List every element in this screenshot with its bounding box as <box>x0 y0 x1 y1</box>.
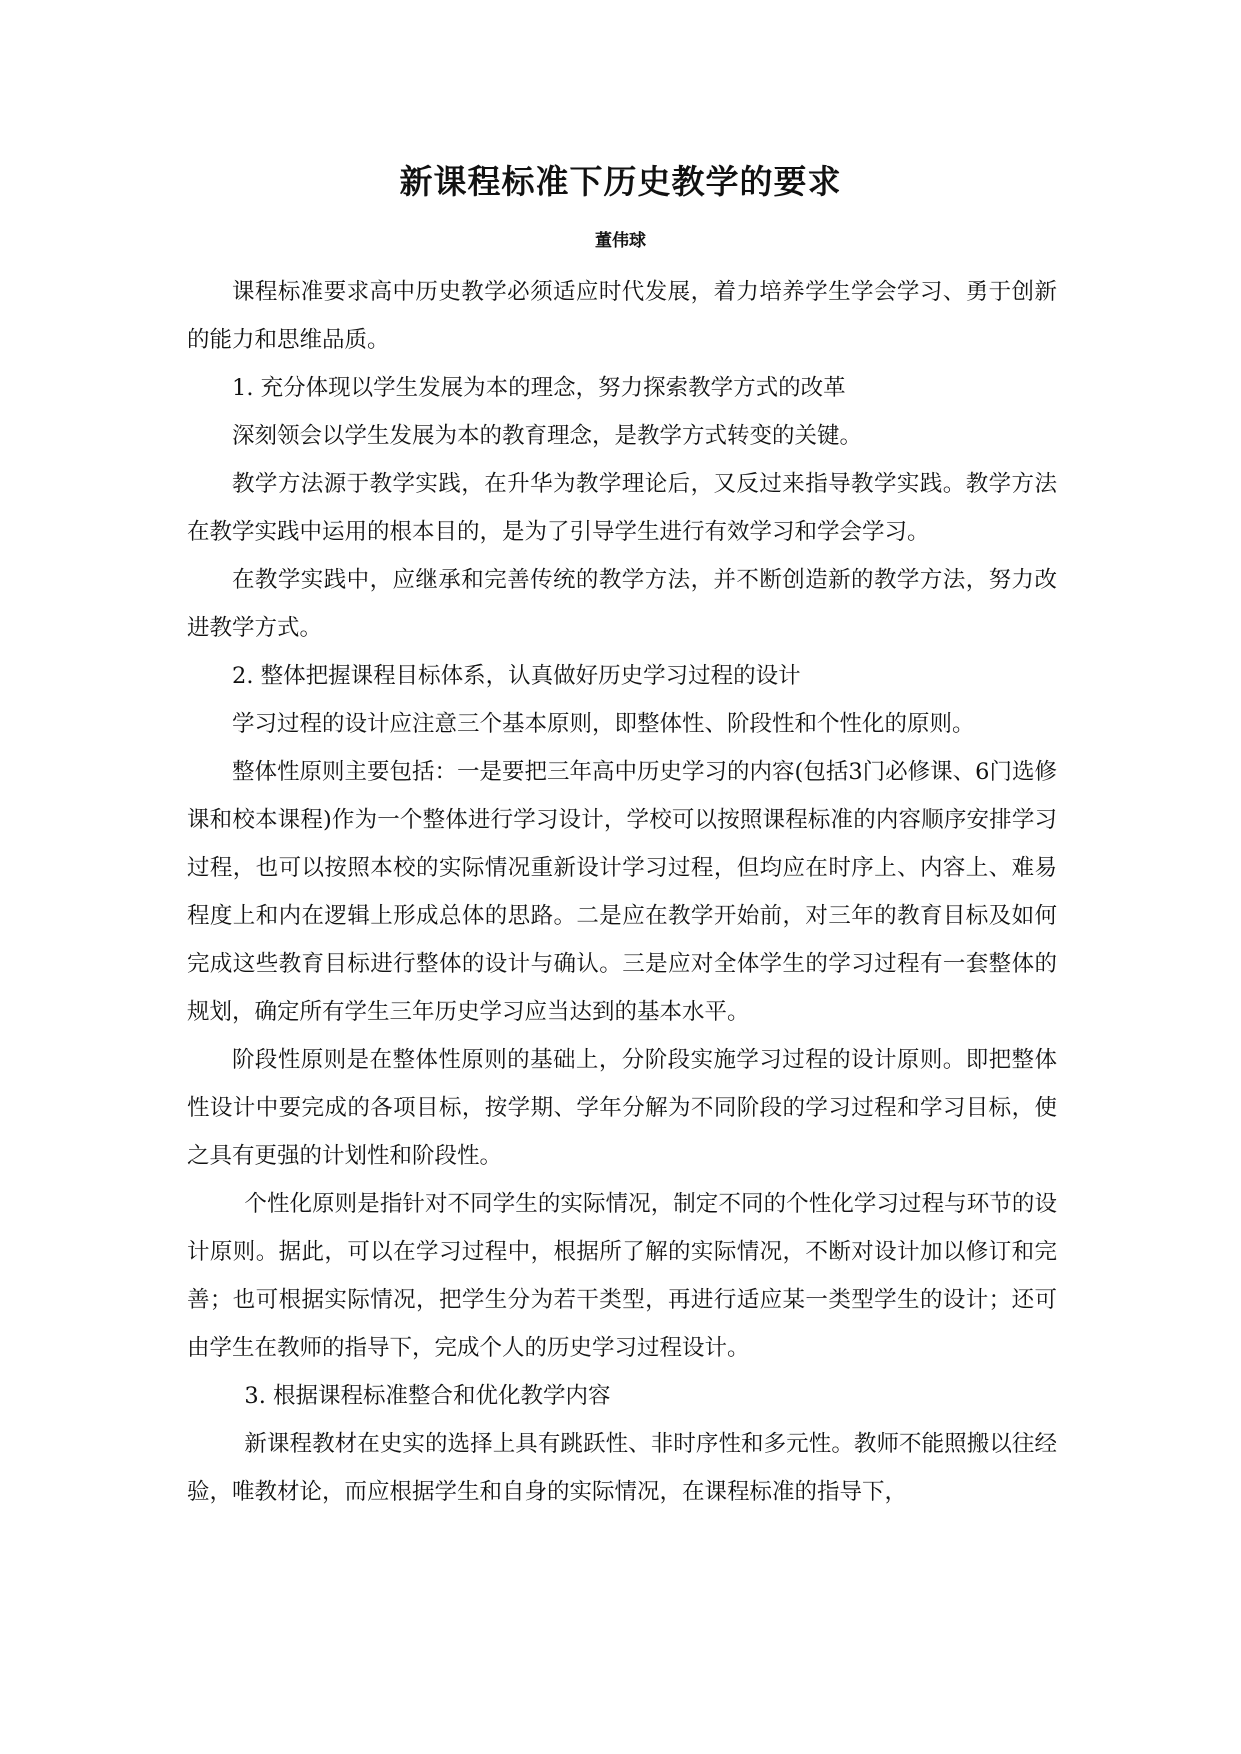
intro-paragraph: 课程标准要求高中历史教学必须适应时代发展，着力培养学生学会学习、勇于创新的能力和思维品质。 <box>187 279 1057 353</box>
body-paragraph: 整体性原则主要包括：一是要把三年高中历史学习的内容(包括3门必修课、6门选修课和校本课程)作为一个整体进行学习设计，学校可以按照课程标准的内容顺序安排学习过程，也可以按照本校的实际情况重新设计学习过程，但均应在时序上、内容上、难易程度上和内在逻辑上形成总体的思路。二是应在教学开始前，对三年的教育目标及如何完成这些教育目标进行整体的设计与确认。三是应对全体学生的学习过程有一套整体的规划，确定所有学生三年历史学习应当达到的基本水平。 <box>187 759 1057 1025</box>
body-paragraph: 教学方法源于教学实践，在升华为教学理论后，又反过来指导教学实践。教学方法在教学实践中运用的根本目的，是为了引导学生进行有效学习和学会学习。 <box>187 471 1057 545</box>
document-author: 董伟球 <box>595 231 646 251</box>
body-paragraph: 学习过程的设计应注意三个基本原则，即整体性、阶段性和个性化的原则。 <box>232 711 975 737</box>
body-paragraph: 在教学实践中，应继承和完善传统的教学方法，并不断创造新的教学方法，努力改进教学方式。 <box>187 567 1057 641</box>
document-body <box>187 268 1057 1516</box>
document-title: 新课程标准下历史教学的要求 <box>399 162 842 201</box>
section-heading-3: 3. 根据课程标准整合和优化教学内容 <box>244 1383 611 1409</box>
section-heading-1: 1. 充分体现以学生发展为本的理念，努力探索教学方式的改革 <box>232 375 846 401</box>
body-paragraph: 个性化原则是指针对不同学生的实际情况，制定不同的个性化学习过程与环节的设计原则。据此，可以在学习过程中，根据所了解的实际情况，不断对设计加以修订和完善；也可根据实际情况，把学生分为若干类型，再进行适应某一类型学生的设计；还可由学生在教师的指导下，完成个人的历史学习过程设计。 <box>187 1191 1057 1361</box>
body-paragraph: 阶段性原则是在整体性原则的基础上，分阶段实施学习过程的设计原则。即把整体性设计中要完成的各项目标，按学期、学年分解为不同阶段的学习过程和学习目标，使之具有更强的计划性和阶段性。 <box>187 1047 1057 1169</box>
body-paragraph: 深刻领会以学生发展为本的教育理念，是教学方式转变的关键。 <box>232 423 863 449</box>
section-heading-2: 2. 整体把握课程目标体系，认真做好历史学习过程的设计 <box>232 663 801 689</box>
body-paragraph: 新课程教材在史实的选择上具有跳跃性、非时序性和多元性。教师不能照搬以往经验，唯教材论，而应根据学生和自身的实际情况，在课程标准的指导下， <box>187 1431 1057 1505</box>
